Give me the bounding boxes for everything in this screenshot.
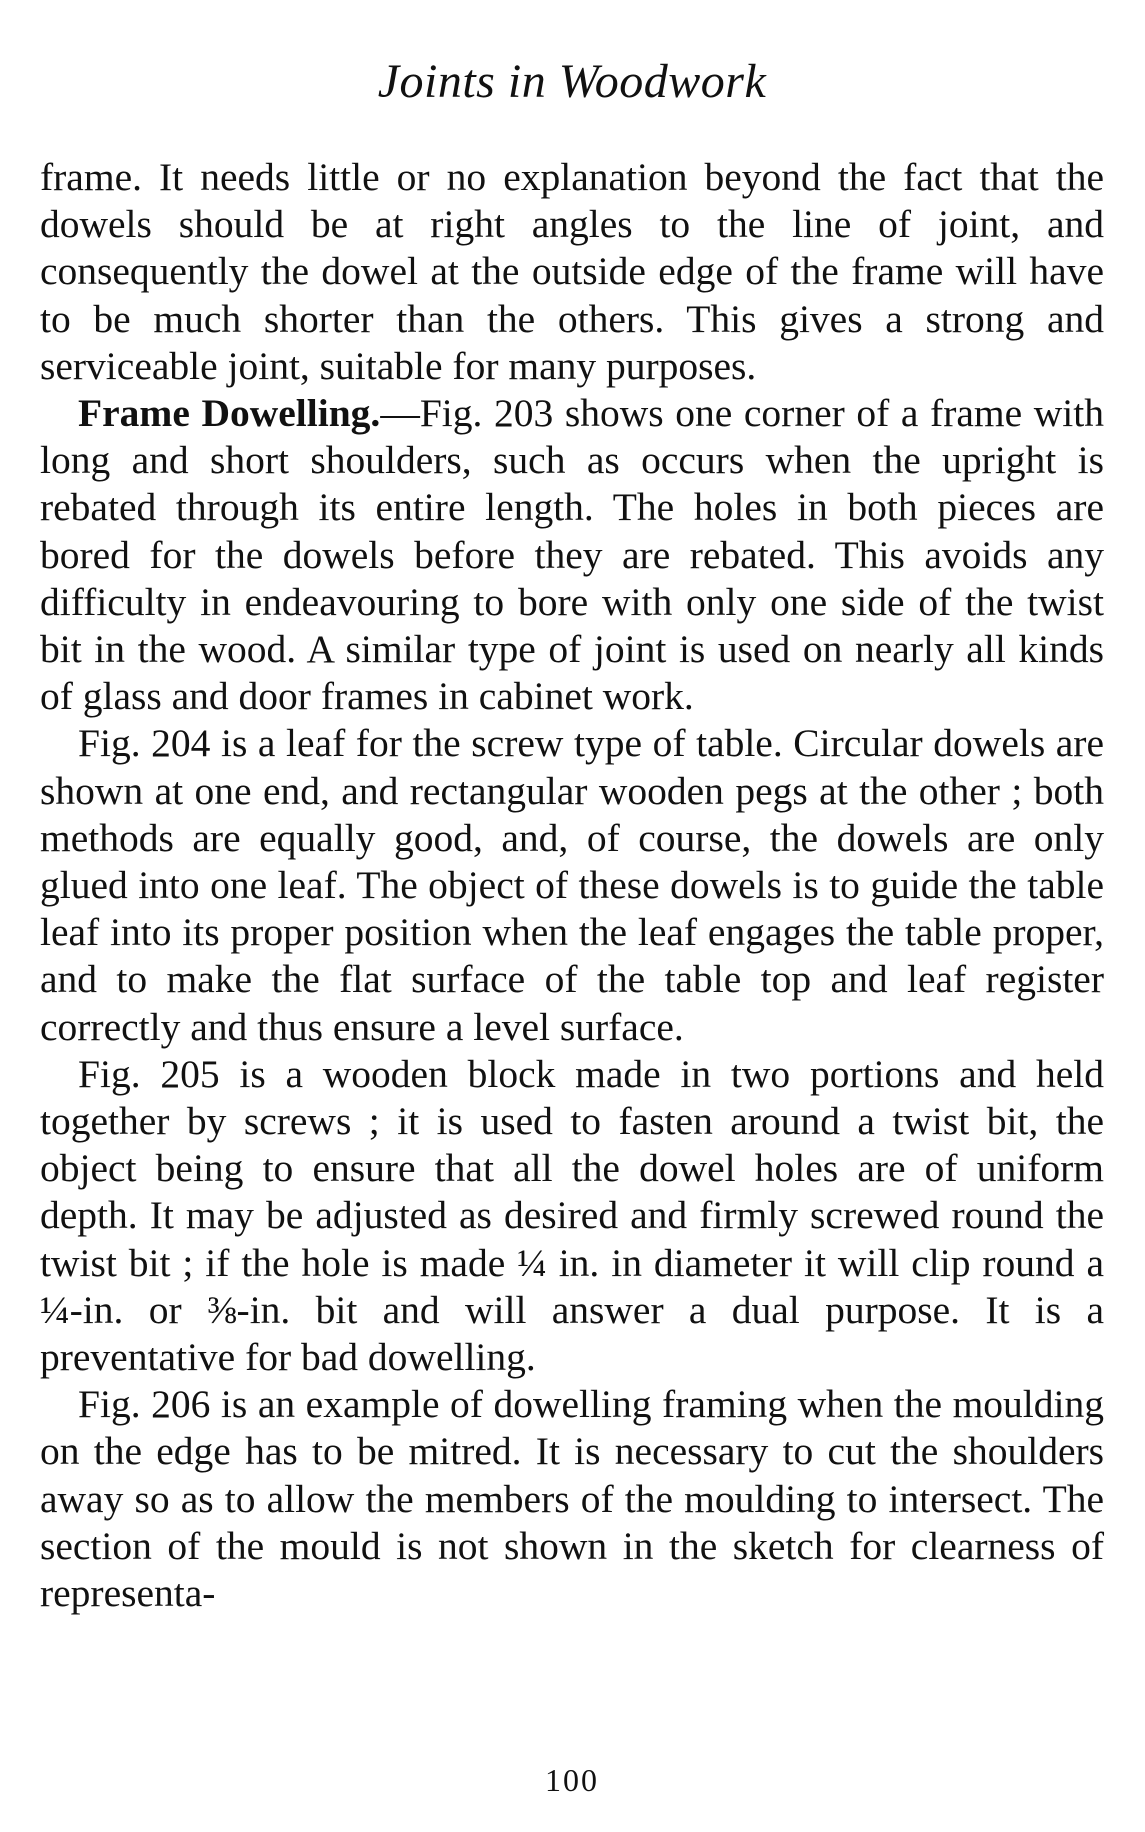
paragraph-text: Fig. 204 is a leaf for the screw type of table. Circular dowels are shown at one end, and rectangular wooden pegs at the other ; both methods are equally good, and, of course, the dowels are only glued into one leaf. The object of these dowels is to guide the table leaf into its proper position when the leaf engages the table proper, and to make the flat surface of the table top and leaf register correctly and thus ensure a level surface. <box>40 721 1104 1049</box>
page-number: 100 <box>545 1762 599 1798</box>
paragraph-text: —Fig. 203 shows one corner of a frame with long and short shoulders, such as occurs when the upright is rebated through its entire length. The holes in both pieces are bored for the dowels before they are rebated. This avoids any difficulty in endeavouring to bore with only one side of the twist bit in the wood. A similar type of joint is used on nearly all kinds of glass and door frames in cabinet work. <box>40 391 1104 719</box>
paragraph-frame-dowelling <box>40 390 1104 720</box>
paragraph-text: Fig. 206 is an example of dowelling framing when the moulding on the edge has to be mitred. It is necessary to cut the shoulders away so as to allow the members of the moulding to intersect. The section of the mould is not shown in the sketch for clearness of representa- <box>40 1382 1104 1616</box>
paragraph-fig-205 <box>40 1051 1104 1381</box>
paragraph-text: frame. It needs little or no explanation beyond the fact that the dowels should be at right angles to the line of joint, and consequently the dowel at the outside edge of the frame will have to be much shorter than the others. This gives a strong and serviceable joint, suitable for many purposes. <box>40 155 1104 388</box>
paragraph-continued <box>40 154 1104 390</box>
book-page <box>40 0 1104 1832</box>
section-heading: Frame Dowelling. <box>78 391 381 436</box>
paragraph-fig-204 <box>40 720 1104 1050</box>
body-text <box>40 154 1104 1617</box>
paragraph-text: Fig. 205 is a wooden block made in two portions and held together by screws ; it is used to fasten around a twist bit, the object being to ensure that all the dowel holes are of uniform depth. It may be adjusted as desired and firmly screwed round the twist bit ; if the hole is made ¼ in. in diameter it will clip round a ¼-in. or ⅜-in. bit and will answer a dual purpose. It is a preventative for bad dowelling. <box>40 1051 1104 1380</box>
running-head: Joints in Woodwork <box>377 55 767 108</box>
paragraph-fig-206 <box>40 1381 1104 1617</box>
